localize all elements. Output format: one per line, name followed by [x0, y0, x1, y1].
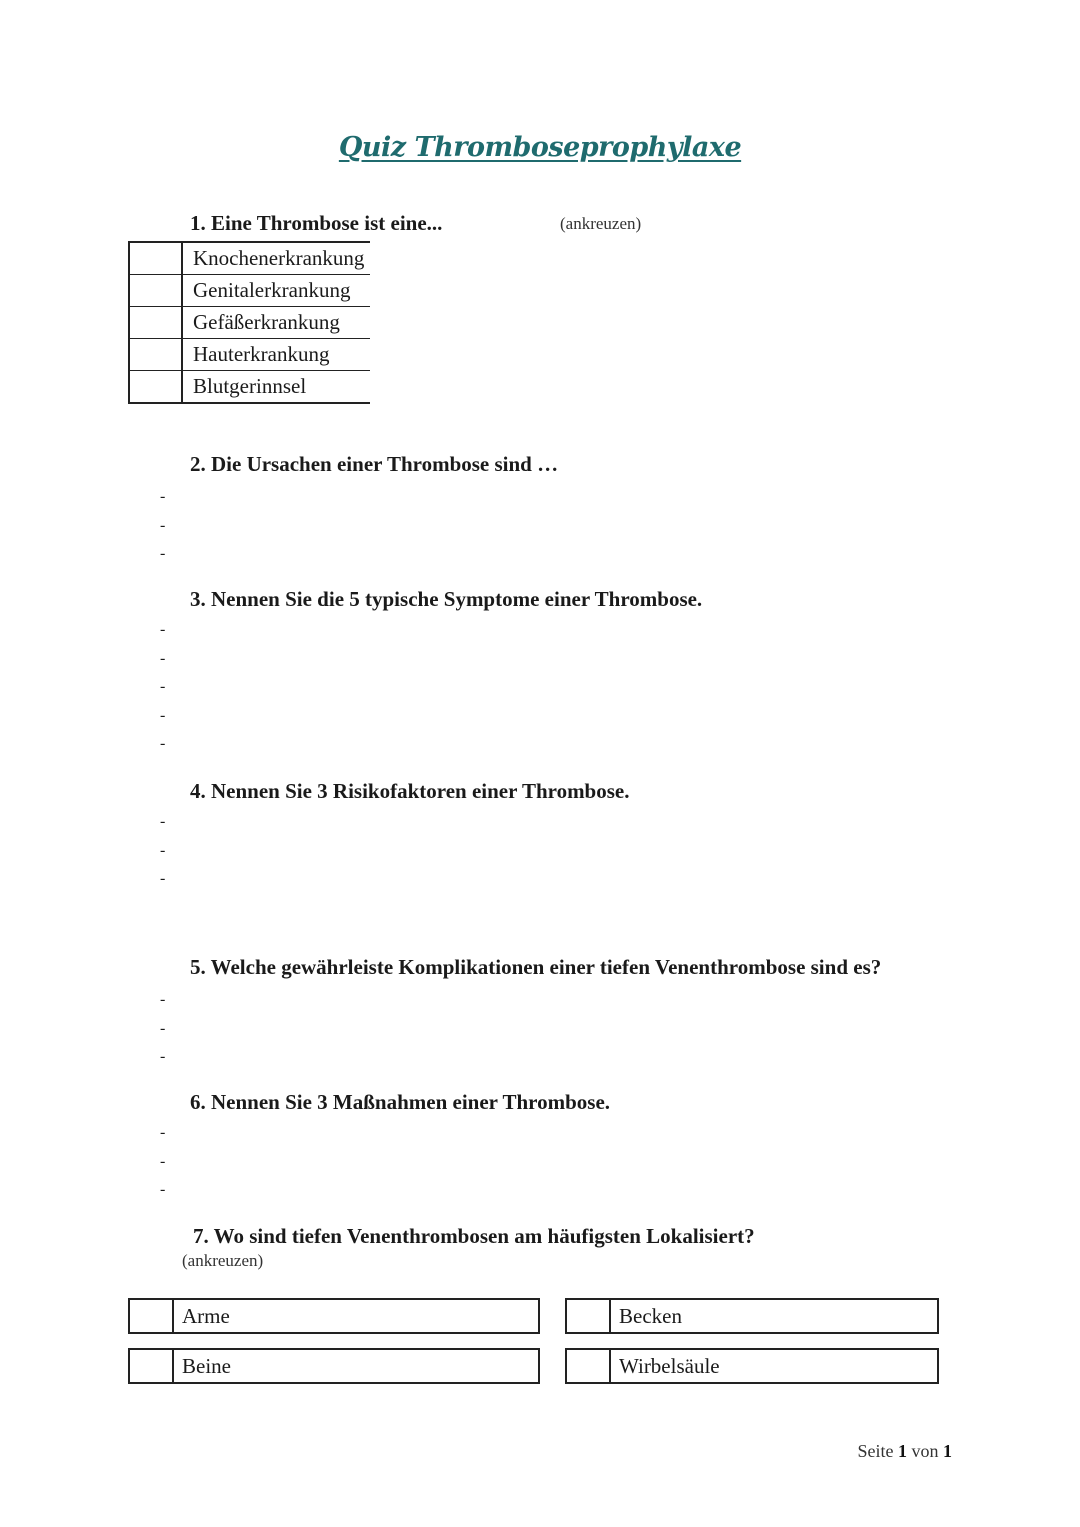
option-label: Becken	[619, 1303, 682, 1328]
question-3-answer-lines	[160, 621, 165, 764]
question-5: 5. Welche gewährleiste Komplikationen einer tiefen Venenthrombose sind es?	[190, 955, 882, 979]
answer-dash[interactable]: -	[160, 1152, 166, 1170]
answer-dash[interactable]: -	[160, 841, 166, 859]
checkbox[interactable]	[130, 371, 183, 402]
checkbox[interactable]	[130, 307, 183, 338]
answer-dash[interactable]: -	[160, 516, 166, 534]
answer-dash[interactable]: -	[160, 706, 166, 724]
option-label: Wirbelsäule	[619, 1353, 720, 1378]
option-label: Hauterkrankung	[193, 342, 330, 366]
location-option-arme	[128, 1298, 540, 1334]
checkbox[interactable]	[130, 275, 183, 306]
question-1-hint: (ankreuzen)	[560, 214, 642, 233]
option-label: Blutgerinnsel	[193, 374, 307, 398]
answer-dash[interactable]: -	[160, 488, 166, 505]
question-7-hint: (ankreuzen)	[182, 1251, 264, 1270]
answer-dash[interactable]: -	[160, 870, 166, 888]
answer-dash[interactable]: -	[160, 1124, 166, 1141]
answer-dash[interactable]: -	[160, 991, 166, 1008]
answer-dash[interactable]: -	[160, 1048, 166, 1066]
question-1-options	[128, 241, 370, 404]
question-2-answer-lines	[160, 488, 165, 574]
checkbox[interactable]	[130, 1350, 174, 1382]
option-row	[130, 339, 370, 371]
option-row	[130, 307, 370, 339]
question-6-answer-lines	[160, 1124, 165, 1210]
document-title: Quiz Thromboseprophylaxe	[338, 132, 742, 163]
question-4: 4. Nennen Sie 3 Risikofaktoren einer Thrombose.	[190, 779, 630, 803]
checkbox[interactable]	[130, 339, 183, 370]
page-prefix: Seite	[857, 1441, 894, 1461]
answer-dash[interactable]: -	[160, 1181, 166, 1199]
question-4-answer-lines	[160, 813, 165, 899]
option-label: Knochenerkrankung	[193, 246, 365, 270]
answer-dash[interactable]: -	[160, 621, 166, 638]
current-page: 1	[898, 1441, 907, 1461]
option-label: Arme	[182, 1303, 230, 1328]
answer-dash[interactable]: -	[160, 649, 166, 667]
page-number	[858, 1441, 953, 1462]
option-row	[130, 243, 370, 275]
option-row	[130, 275, 370, 307]
location-option-becken	[565, 1298, 939, 1334]
question-1: 1. Eine Thrombose ist eine...	[190, 211, 443, 235]
answer-dash[interactable]: -	[160, 735, 166, 753]
option-label: Gefäßerkrankung	[193, 310, 340, 334]
question-2: 2. Die Ursachen einer Thrombose sind …	[190, 452, 559, 476]
answer-dash[interactable]: -	[160, 678, 166, 696]
question-7: 7. Wo sind tiefen Venenthrombosen am häufigsten Lokalisiert?	[193, 1224, 755, 1248]
option-label: Genitalerkrankung	[193, 278, 351, 302]
answer-dash[interactable]: -	[160, 1019, 166, 1037]
checkbox[interactable]	[130, 1300, 174, 1332]
option-row	[130, 371, 370, 402]
checkbox[interactable]	[567, 1350, 611, 1382]
question-6: 6. Nennen Sie 3 Maßnahmen einer Thrombose.	[190, 1090, 611, 1114]
location-option-wirbelsaeule	[565, 1348, 939, 1384]
option-label: Beine	[182, 1353, 231, 1378]
checkbox[interactable]	[130, 243, 183, 274]
total-pages: 1	[943, 1441, 952, 1461]
answer-dash[interactable]: -	[160, 545, 166, 563]
question-5-answer-lines	[160, 991, 165, 1077]
page-middle: von	[911, 1441, 939, 1461]
question-3: 3. Nennen Sie die 5 typische Symptome einer Thrombose.	[190, 587, 703, 611]
answer-dash[interactable]: -	[160, 813, 166, 830]
checkbox[interactable]	[567, 1300, 611, 1332]
location-option-beine	[128, 1348, 540, 1384]
